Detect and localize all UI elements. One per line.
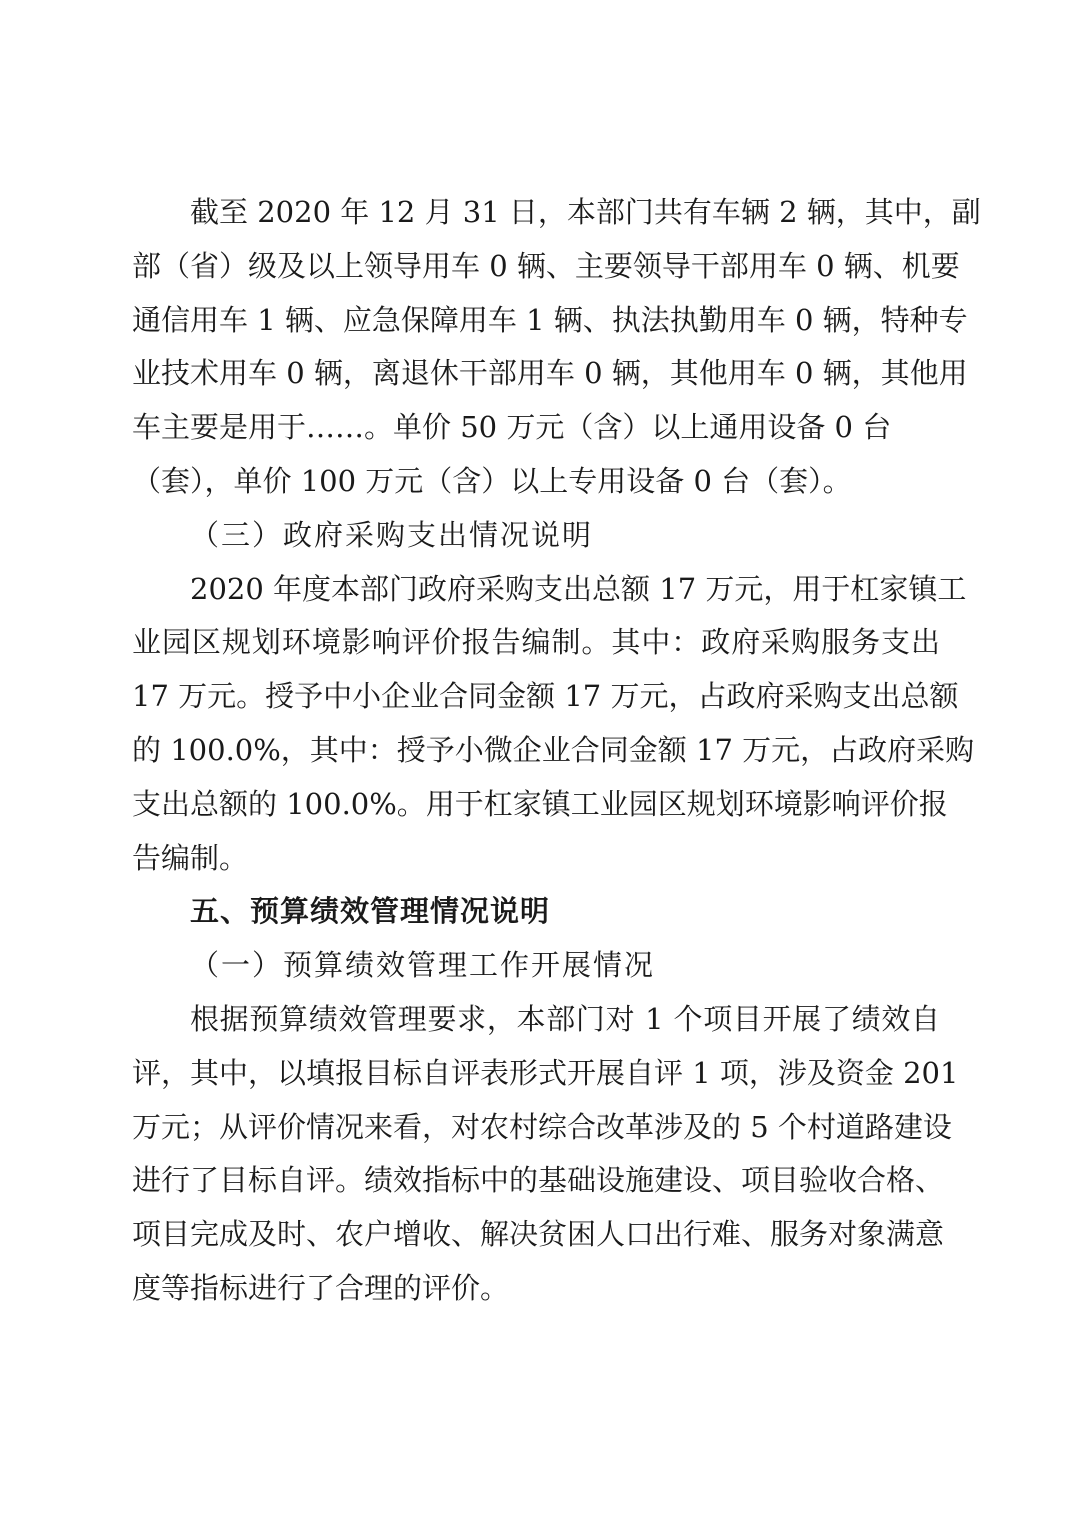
subheading-procurement: （三）政府采购支出情况说明 bbox=[190, 517, 594, 552]
paragraph-procurement-line-2: 业园区规划环境影响评价报告编制。其中：政府采购服务支出 bbox=[132, 625, 940, 660]
subheading-performance-work: （一）预算绩效管理工作开展情况 bbox=[190, 948, 656, 983]
paragraph-vehicles-line-2: 部（省）级及以上领导用车 0 辆、主要领导干部用车 0 辆、机要 bbox=[132, 248, 960, 283]
paragraph-procurement-line-6: 告编制。 bbox=[132, 840, 249, 875]
paragraph-performance-line-6: 度等指标进行了合理的评价。 bbox=[132, 1270, 510, 1305]
paragraph-vehicles-line-3: 通信用车 1 辆、应急保障用车 1 辆、执法执勤用车 0 辆，特种专 bbox=[132, 302, 968, 337]
paragraph-vehicles-line-6: （套），单价 100 万元（含）以上专用设备 0 台（套）。 bbox=[132, 463, 852, 498]
paragraph-performance-line-2: 评，其中，以填报目标自评表形式开展自评 1 项，涉及资金 201 bbox=[132, 1055, 959, 1090]
paragraph-performance-line-5: 项目完成及时、农户增收、解决贫困人口出行难、服务对象满意 bbox=[132, 1217, 945, 1252]
paragraph-procurement-line-5: 支出总额的 100.0%。用于杠家镇工业园区规划环境影响评价报 bbox=[132, 786, 948, 821]
paragraph-performance-line-1: 根据预算绩效管理要求，本部门对 1 个项目开展了绩效自 bbox=[190, 1001, 940, 1036]
paragraph-vehicles-line-4: 业技术用车 0 辆，离退休干部用车 0 辆，其他用车 0 辆，其他用 bbox=[132, 356, 968, 391]
paragraph-performance-line-3: 万元；从评价情况来看，对农村综合改革涉及的 5 个村道路建设 bbox=[132, 1109, 952, 1144]
paragraph-procurement-line-1: 2020 年度本部门政府采购支出总额 17 万元，用于杠家镇工 bbox=[190, 571, 967, 606]
paragraph-procurement-line-3: 17 万元。授予中小企业合同金额 17 万元，占政府采购支出总额 bbox=[132, 679, 959, 714]
paragraph-vehicles-line-1: 截至 2020 年 12 月 31 日，本部门共有车辆 2 辆，其中，副 bbox=[190, 195, 981, 229]
paragraph-performance-line-4: 进行了目标自评。绩效指标中的基础设施建设、项目验收合格、 bbox=[132, 1163, 945, 1198]
section-heading-performance: 五、预算绩效管理情况说明 bbox=[190, 894, 551, 929]
paragraph-procurement-line-4: 的 100.0%，其中：授予小微企业合同金额 17 万元，占政府采购 bbox=[132, 732, 975, 767]
document-body bbox=[132, 186, 981, 1316]
paragraph-vehicles-line-5: 车主要是用于……。单价 50 万元（含）以上通用设备 0 台 bbox=[132, 410, 892, 445]
